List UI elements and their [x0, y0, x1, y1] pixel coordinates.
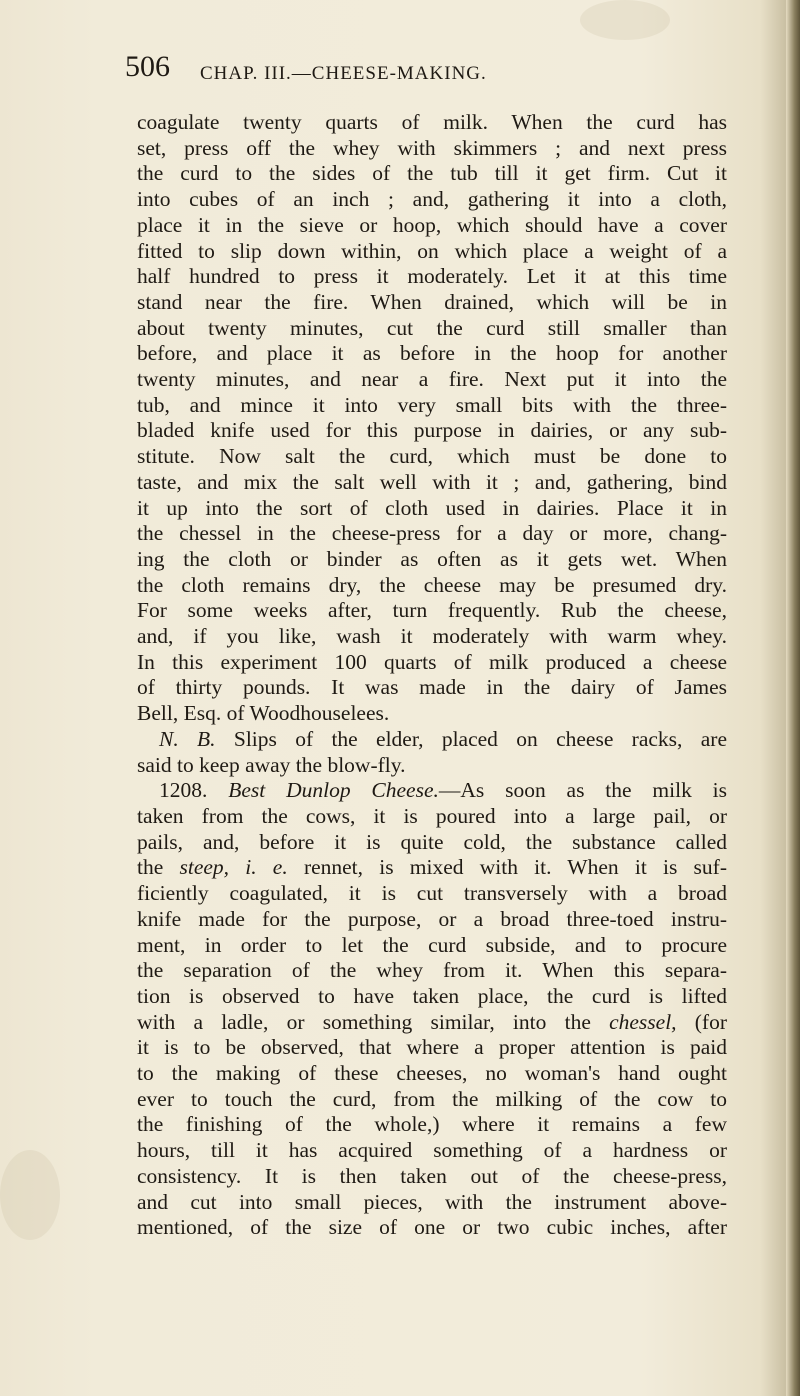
text-line: bladed knife used for this purpose in dairies, or any sub-: [137, 418, 727, 443]
page-edge-shadow: [786, 0, 800, 1396]
text-line: mentioned, of the size of one or two cubic inches, after: [137, 1215, 727, 1240]
text-line: set, press off the whey with skimmers ; and next press: [137, 135, 727, 160]
text-line: twenty minutes, and near a fire. Next put it into the: [137, 367, 727, 392]
text-line: it is to be observed, that where a proper attention is paid: [137, 1035, 727, 1060]
text-line: In this experiment 100 quarts of milk produced a cheese: [137, 649, 727, 674]
text-line: half hundred to press it moderately. Let it at this time: [137, 264, 727, 289]
page-number: 506: [125, 50, 170, 83]
text-line: about twenty minutes, cut the curd still smaller than: [137, 315, 727, 340]
text-line: fitted to slip down within, on which place a weight of a: [137, 238, 727, 263]
text-line: coagulate twenty quarts of milk. When the curd has: [137, 110, 727, 134]
text-line: taken from the cows, it is poured into a large pail, or: [137, 803, 727, 828]
text-line: tion is observed to have taken place, the curd is lifted: [137, 983, 727, 1008]
running-head: CHAP. III.—CHEESE-MAKING.: [200, 63, 487, 84]
text-line: place it in the sieve or hoop, which should have a cover: [137, 212, 727, 237]
recipe-text: —As soon as the milk is: [438, 778, 728, 803]
text-line: consistency. It is then taken out of the cheese-press,: [137, 1163, 727, 1188]
text-line: stitute. Now salt the curd, which must be done to: [137, 444, 727, 469]
text-line: and cut into small pieces, with the instrument above-: [137, 1189, 727, 1214]
paper-stain: [0, 1150, 60, 1240]
text-line: For some weeks after, turn frequently. Rub the cheese,: [137, 598, 727, 623]
text-line: the finishing of the whole,) where it remains a few: [137, 1112, 727, 1137]
chessel-term: chessel,: [609, 1009, 677, 1034]
page-header: [125, 50, 725, 90]
text-line: the curd to the sides of the tub till it get firm. Cut it: [137, 161, 727, 186]
recipe-title: Best Dunlop Cheese.: [228, 778, 439, 803]
text-line: taste, and mix the salt well with it ; and, gathering, bind: [137, 469, 727, 494]
text-line: of thirty pounds. It was made in the dairy of James: [137, 675, 727, 700]
text-line: hours, till it has acquired something of a hardness or: [137, 1138, 727, 1163]
text-line: into cubes of an inch ; and, gathering it into a cloth,: [137, 187, 727, 212]
text-line: [137, 855, 727, 881]
text-line: [137, 1010, 727, 1036]
text-line: and, if you like, wash it moderately with warm whey.: [137, 624, 727, 649]
text-line: ing the cloth or binder as often as it gets wet. When: [137, 546, 727, 571]
steep-term: steep,: [179, 855, 230, 880]
paper-stain: [580, 0, 670, 40]
text-line: tub, and mince it into very small bits with the three-: [137, 392, 727, 417]
note-text: Slips of the elder, placed on cheese racks, are: [215, 726, 727, 751]
text-fragment: (for: [676, 1009, 727, 1034]
text-line: ment, in order to let the curd subside, and to procure: [137, 932, 727, 957]
text-line: pails, and, before it is quite cold, the substance called: [137, 829, 727, 854]
note-line: said to keep away the blow-fly.: [137, 752, 406, 777]
text-line: Bell, Esq. of Woodhouselees.: [137, 701, 390, 726]
text-line: ficiently coagulated, it is cut transversely with a broad: [137, 881, 727, 906]
text-line: stand near the fire. When drained, which will be in: [137, 289, 727, 314]
note-label: N. B.: [159, 726, 216, 751]
text-line: to the making of these cheeses, no woman's hand ought: [137, 1061, 727, 1086]
text-line: knife made for the purpose, or a broad three-toed instru-: [137, 906, 727, 931]
text-fragment: rennet, is mixed with it. When it is suf-: [287, 855, 727, 880]
text-line: the cloth remains dry, the cheese may be presumed dry.: [137, 572, 727, 597]
text-fragment: with a ladle, or something similar, into the: [137, 1009, 610, 1034]
text-line: the separation of the whey from it. When this separa-: [137, 958, 727, 983]
body-text: [137, 110, 727, 1241]
text-line: before, and place it as before in the hoop for another: [137, 341, 727, 366]
recipe-heading-line: [137, 778, 727, 804]
text-line: the chessel in the cheese-press for a day or more, chang-: [137, 521, 727, 546]
note-line: [137, 727, 727, 753]
text-line: ever to touch the curd, from the milking of the cow to: [137, 1086, 727, 1111]
text-line: it up into the sort of cloth used in dairies. Place it in: [137, 495, 727, 520]
recipe-number: 1208.: [159, 778, 208, 803]
ie-abbrev: i. e.: [229, 855, 288, 880]
text-fragment: the: [137, 855, 180, 880]
